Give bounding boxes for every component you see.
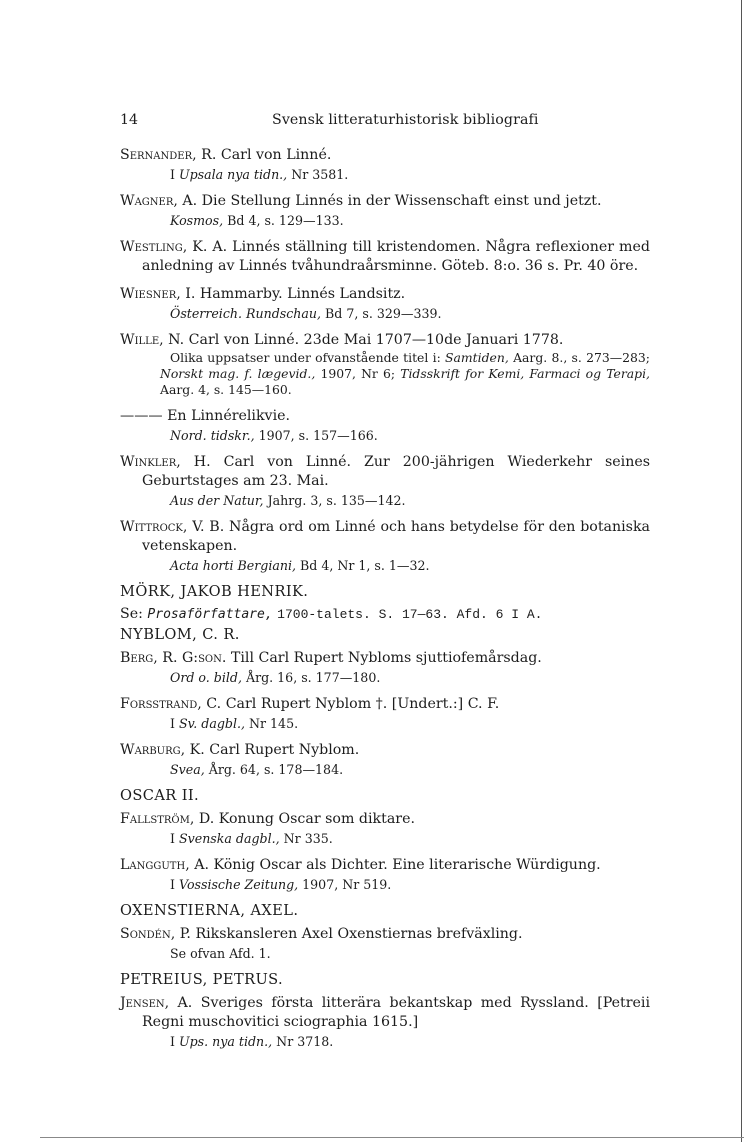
- entry-source: Nord. tidskr., 1907, s. 157—166.: [170, 428, 378, 443]
- running-title: Svensk litteraturhistorisk bibliografi: [272, 112, 539, 128]
- entry-title: Linnés ställning till kristendomen. Några reflexioner med anledning av Linnés tvåhundraårsminne. Göteb. 8:o. 36 s. Pr. 40 öre.: [142, 239, 650, 274]
- entry-author: Sernander, R.: [120, 147, 217, 163]
- subject-heading-nyblom: NYBLOM, C. R.: [120, 626, 240, 643]
- entry-source: Österreich. Rundschau, Bd 7, s. 329—339.: [170, 306, 442, 321]
- bib-entry-winkler: [120, 453, 650, 509]
- entry-title: Die Stellung Linnés in der Wissenschaft einst und jetzt.: [201, 193, 602, 209]
- bib-entry-wagner: [120, 192, 650, 229]
- entry-source: Se ofvan Afd. 1.: [170, 946, 271, 961]
- entry-author: Wittrock, V. B.: [120, 519, 225, 535]
- entry-note: Olika uppsatser under ofvanstående titel i: Samtiden, Aarg. 8., s. 273—283; Norskt mag. f. lægevid., 1907, Nr 6; Tidsskrift for Kemi, Farmaci og Terapi, Aarg. 4, s. 145—160.: [160, 350, 650, 397]
- page-edge-bottom: [40, 1137, 744, 1138]
- entry-source: Kosmos, Bd 4, s. 129—133.: [170, 213, 344, 228]
- entry-author: Westling, K. A.: [120, 239, 228, 255]
- entry-title: Hammarby. Linnés Landsitz.: [199, 286, 406, 302]
- entry-author: Warburg, K.: [120, 742, 205, 758]
- entry-title: Carl Rupert Nyblom †. [Undert.:] C. F.: [225, 696, 500, 712]
- entry-source: I Ups. nya tidn., Nr 3718.: [170, 1034, 334, 1049]
- entry-source: I Svenska dagbl., Nr 335.: [170, 831, 333, 846]
- entry-source: Aus der Natur, Jahrg. 3, s. 135—142.: [170, 493, 406, 508]
- cross-reference: Se: Prosaförfattare, 1700-talets. S. 17—63. Afd. 6 I A.: [120, 606, 543, 622]
- entry-author: Berg, R. G:son.: [120, 650, 227, 666]
- entry-author: Langguth, A.: [120, 857, 209, 873]
- bib-entry-warburg: [120, 741, 650, 778]
- entry-title: Till Carl Rupert Nybloms sjuttiofemårsdag.: [230, 650, 542, 666]
- entry-title: Carl von Linné. Zur 200-jährigen Wiederkehr seines Geburtstages am 23. Mai.: [142, 454, 651, 489]
- entry-source: Acta horti Bergiani, Bd 4, Nr 1, s. 1—32.: [170, 558, 430, 573]
- entry-title: Carl Rupert Nyblom.: [209, 742, 360, 758]
- entry-author: Wagner, A.: [120, 193, 198, 209]
- entry-title: En Linnérelikvie.: [167, 408, 291, 424]
- subject-heading-oxenstierna: OXENSTIERNA, AXEL.: [120, 902, 299, 919]
- bib-entry-sonden: [120, 925, 650, 962]
- entry-source: Ord o. bild, Årg. 16, s. 177—180.: [170, 670, 381, 685]
- entry-title: Några ord om Linné och hans betydelse för den botaniska vetenskapen.: [142, 519, 650, 554]
- entry-author: Winkler, H.: [120, 454, 211, 470]
- subject-heading-oscar: OSCAR II.: [120, 787, 200, 804]
- entry-title: Sveriges första litterära bekantskap med Ryssland. [Petreii Regni muschovitici sciographia 1615.]: [142, 995, 651, 1030]
- entry-source: Svea, Årg. 64, s. 178—184.: [170, 762, 344, 777]
- bib-entry-fallstrom: [120, 810, 650, 847]
- bib-entry-wille-2: [120, 407, 650, 444]
- page-number: 14: [120, 112, 139, 128]
- entry-source: I Vossische Zeitung, 1907, Nr 519.: [170, 877, 392, 892]
- entry-author: Sondén, P.: [120, 926, 191, 942]
- bib-entry-wiesner: [120, 285, 650, 322]
- bib-entry-wittrock: [120, 518, 650, 574]
- subject-heading-petreius: PETREIUS, PETRUS.: [120, 971, 284, 988]
- page-edge-right: [741, 0, 742, 1142]
- entry-title: Konung Oscar som diktare.: [218, 811, 415, 827]
- subject-heading-morck: MÖRK, JAKOB HENRIK.: [120, 583, 309, 600]
- entry-author: Wiesner, I.: [120, 286, 196, 302]
- bib-entry-jensen: [120, 994, 650, 1050]
- entry-title: Carl von Linné.: [220, 147, 332, 163]
- bib-entry-wille: [120, 331, 650, 398]
- entry-author: Wille, N.: [120, 332, 185, 348]
- document-page: [120, 112, 650, 1059]
- entry-title: Rikskansleren Axel Oxenstiernas brefväxling.: [195, 926, 523, 942]
- bib-entry-berg: [120, 649, 650, 686]
- bib-entry-sernander: [120, 146, 650, 183]
- entry-title: Carl von Linné. 23de Mai 1707—10de Januari 1778.: [188, 332, 564, 348]
- entry-source: I Sv. dagbl., Nr 145.: [170, 716, 299, 731]
- entry-source: I Upsala nya tidn., Nr 3581.: [170, 167, 349, 182]
- entry-author: Forsstrand, C.: [120, 696, 222, 712]
- entry-author: Fallström, D.: [120, 811, 215, 827]
- entry-author: Jensen, A.: [120, 995, 193, 1011]
- entry-author-dash: ———: [120, 408, 163, 424]
- bib-entry-westling: [120, 238, 650, 276]
- entry-title: König Oscar als Dichter. Eine literarische Würdigung.: [213, 857, 601, 873]
- page-header: [120, 112, 650, 132]
- bib-entry-langguth: [120, 856, 650, 893]
- bib-entry-forsstrand: [120, 695, 650, 732]
